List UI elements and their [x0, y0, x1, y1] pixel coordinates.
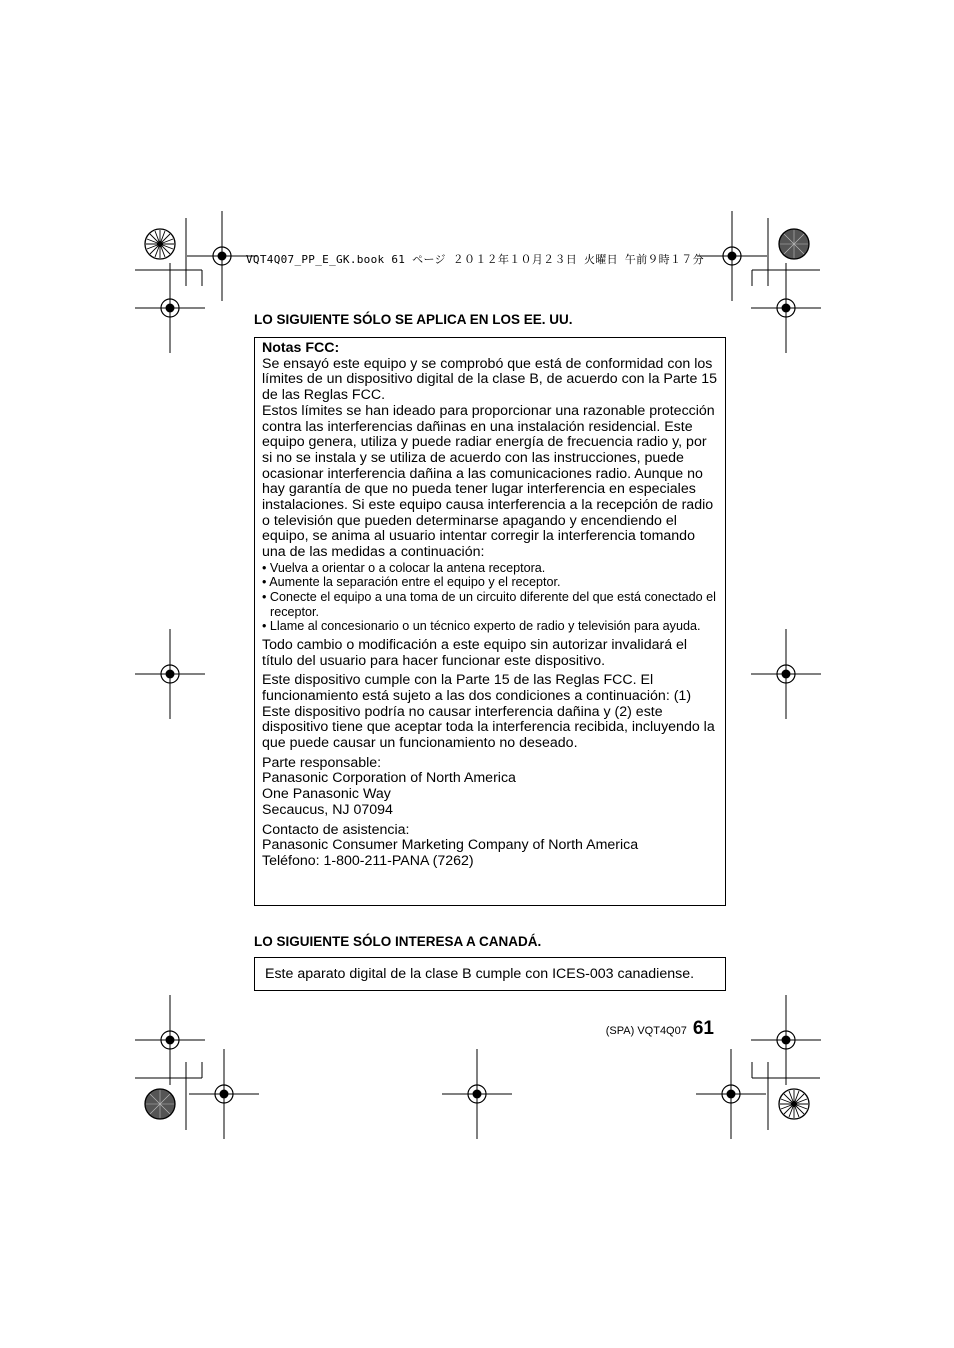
measures-list: [262, 561, 718, 634]
support-company: Panasonic Consumer Marketing Company of North America: [262, 837, 639, 854]
responsible-label: Parte responsable:: [262, 754, 382, 771]
fcc-para-4: Este dispositivo cumple con la Parte 15 de las Reglas FCC. El funcionamiento está sujeto a las dos condiciones a continuación: (1) Este dispositivo podría no causar interferencia dañina y (2) este dispositivo tiene que aceptar toda la interferencia recibida, incluyendo la que puede causar un funcionamiento no deseado.: [262, 672, 715, 752]
list-item: • Conecte el equipo a una toma de un circuito diferente del que está conectado el receptor.: [262, 590, 716, 619]
canada-box: [254, 957, 726, 991]
responsible-company: Panasonic Corporation of North America: [262, 770, 516, 787]
section-title-canada: LO SIGUIENTE SÓLO INTERESA A CANADÁ.: [254, 934, 542, 949]
print-header: VQT4Q07_PP_E_GK.book 61 ページ ２０１２年１０月２３日 火曜日 午前９時１７分: [246, 253, 704, 266]
responsible-party: [262, 756, 718, 819]
section-title-usa: LO SIGUIENTE SÓLO SE APLICA EN LOS EE. UU.: [254, 312, 573, 327]
doc-code: (SPA) VQT4Q07: [605, 1025, 687, 1037]
responsible-city: Secaucus, NJ 07094: [262, 801, 393, 818]
fcc-para-1: Se ensayó este equipo y se comprobó que está de conformidad con los límites de un dispositivo digital de la clase B, de acuerdo con la Parte 15 de las Reglas FCC.: [262, 355, 718, 404]
canada-statement: Este aparato digital de la clase B cumple con ICES-003 canadiense.: [265, 966, 695, 982]
fcc-para-3: Todo cambio o modificación a este equipo sin autorizar invalidará el título del usuario para hacer funcionar este dispositivo.: [262, 636, 688, 669]
page-footer: [606, 1018, 714, 1040]
fcc-notes-box: [254, 337, 726, 906]
list-item: • Aumente la separación entre el equipo y el receptor.: [262, 575, 561, 590]
list-item: • Vuelva a orientar o a colocar la antena receptora.: [262, 560, 546, 575]
responsible-street: One Panasonic Way: [262, 786, 391, 803]
page-number: 61: [692, 1018, 714, 1039]
support-label: Contacto de asistencia:: [262, 821, 410, 838]
fcc-para-2: Estos límites se han ideado para proporcionar una razonable protección contra las interferencias dañinas en una instalación residencial. Este equipo genera, utiliza y puede radiar energía de frecuencia radio y, por si no se instala y se utiliza de acuerdo con las instrucciones, puede ocasionar interferencia dañina a las comunicaciones radio. Aunque no hay garantía de que no pueda tener lugar interferencia en especiales instalaciones. Si este equipo causa interferencia a la recepción de radio o televisión que pueden determinarse apagando y encendiendo el equipo, se anima al usuario intentar corregir la interferencia tomando una de las medidas a continuación:: [262, 402, 715, 561]
list-item: • Llame al concesionario o un técnico experto de radio y televisión para ayuda.: [262, 619, 701, 634]
support-phone: Teléfono: 1-800-211-PANA (7262): [262, 852, 474, 869]
support-contact: [262, 823, 718, 870]
box-heading: Notas FCC:: [262, 340, 340, 356]
